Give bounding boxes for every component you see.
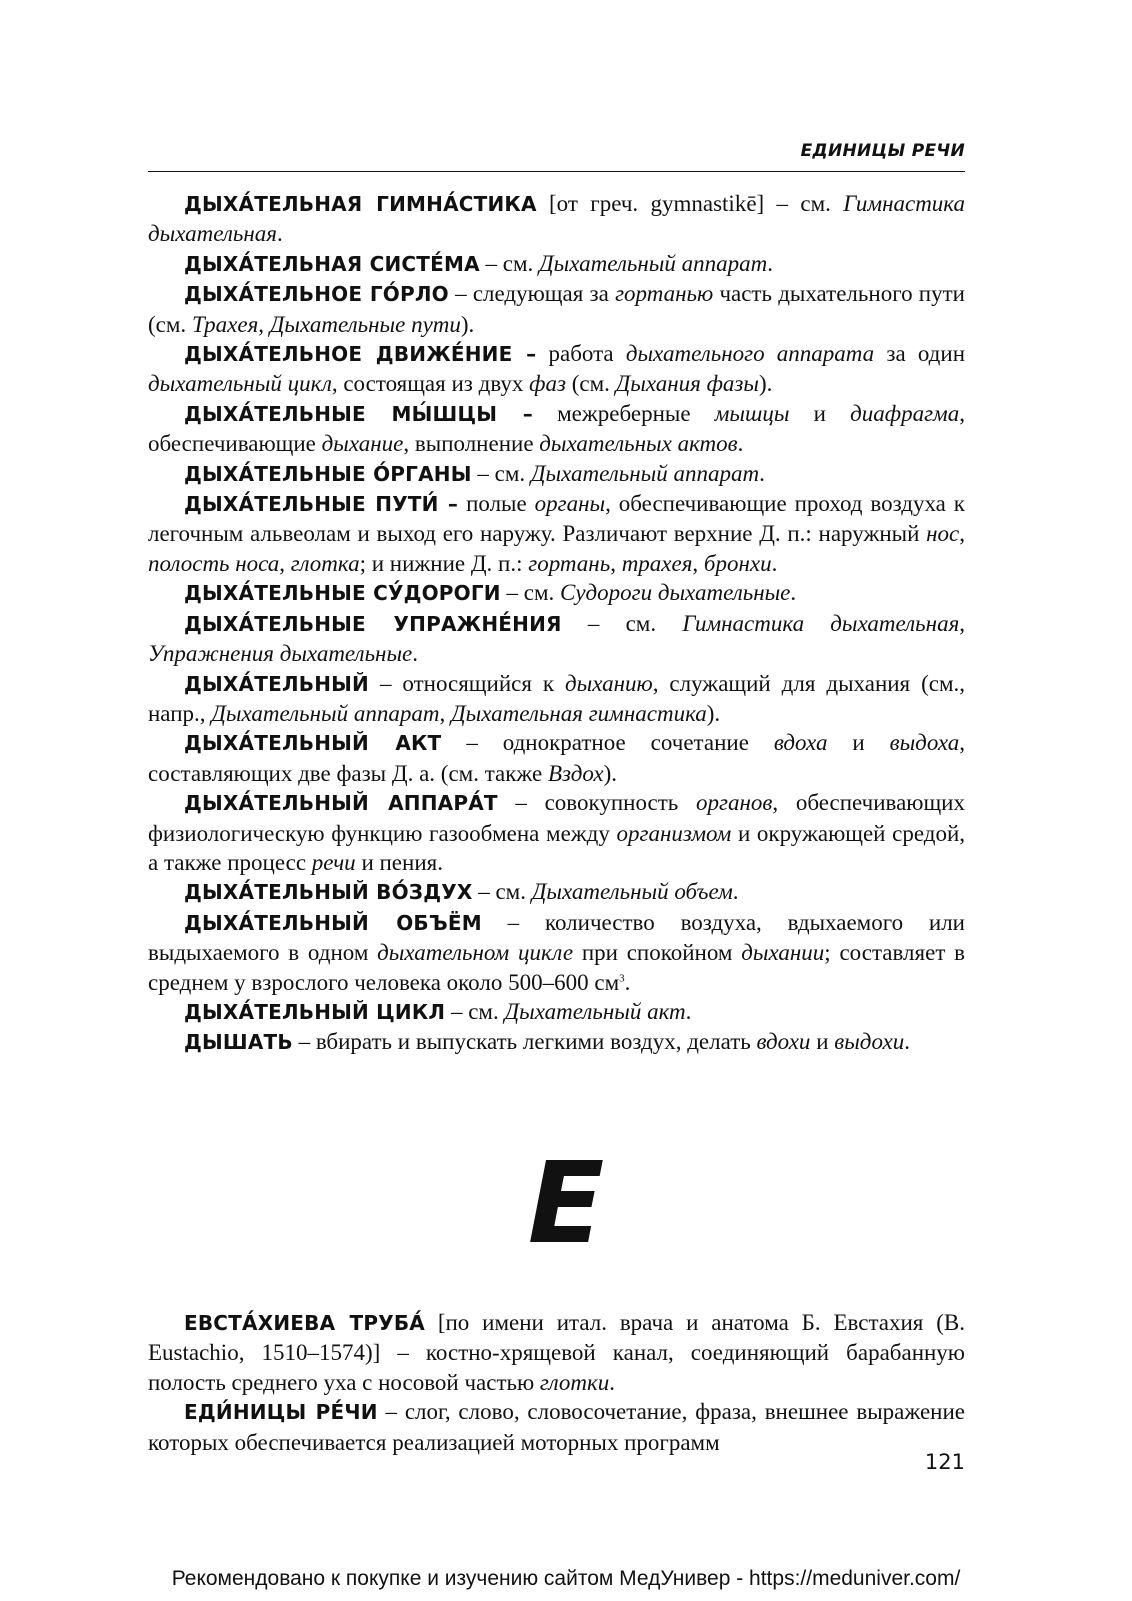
entry-crossref: дыханию (564, 670, 653, 696)
entry-crossref: гортань (528, 550, 611, 576)
running-head: ЕДИНИЦЫ РЕЧИ (800, 141, 965, 161)
entry-text: , состоящая из двух (331, 371, 530, 397)
superscript-unit: 3 (619, 971, 625, 984)
entry-text: , составляющих две фазы Д. а. (см. также (148, 730, 966, 786)
entry-text: . (771, 550, 778, 576)
entry-crossref: дыхательных актов (539, 431, 738, 457)
entry-headword: ДЫХА́ТЕЛЬНЫЙ ОБЪЁМ (184, 910, 482, 935)
entry-text: – см. (500, 580, 560, 606)
entry-text: . (732, 879, 739, 905)
entry-text: , (279, 550, 291, 576)
entry-text: . (624, 969, 631, 995)
entry-text: полые (458, 491, 535, 517)
entry-text: – вбирать и выпускать легкими воздух, делать (292, 1029, 757, 1055)
entry-headword: ДЫХА́ТЕЛЬНЫЕ СУ́ДОРОГИ (184, 581, 501, 606)
entry-text: и (827, 730, 890, 756)
entries-section-e (148, 1308, 965, 1457)
entry-crossref: гортанью (615, 281, 714, 307)
entry-headword: ДЫХА́ТЕЛЬНАЯ ГИМНА́СТИКА (184, 192, 537, 216)
entry-text: – относящийся к (369, 670, 565, 696)
entry-headword: ДЫХА́ТЕЛЬНЫЕ МЫ́ШЦЫ – (184, 401, 533, 426)
entry-text: ). (759, 371, 773, 397)
entry-crossref: Дыхательные пути (269, 311, 461, 337)
entry-text: работа (536, 341, 626, 367)
entry-text: ; и нижние Д. п.: (359, 550, 529, 576)
entry-headword: ДЫХА́ТЕЛЬНОЕ ДВИЖЕ́НИЕ – (184, 342, 537, 367)
entry-crossref: Дыхательный аппарат (539, 250, 768, 276)
entry-text: , обеспечивающие проход воздуха к легочным альвеолам и выход его наружу. Различают верхние Д. п.: наружный (148, 491, 965, 547)
entry-crossref: диафрагма (850, 400, 960, 426)
entry-crossref: дыхательном цикле (377, 940, 574, 966)
entry-crossref: полость носа (148, 550, 280, 576)
footer-note: Рекомендовано к покупке и изучению сайтом МедУнивер - https://meduniver.com/ (171, 1567, 961, 1590)
entry-crossref: Дыхания фазы (615, 371, 759, 397)
entry-text: ; составляет в среднем у взрослого человека около 500–600 см (148, 940, 966, 995)
entry-text: и пения. (355, 849, 443, 875)
entry-text: [по имени итал. врача и анатома Б. Евстахия (B. Eustachio, 1510–1574)] – костно-хрящевой канал, соединяющий барабанную полость среднего уха с носовой частью (148, 1310, 965, 1395)
entry-text: , (959, 521, 965, 547)
entry-text: . (904, 1029, 910, 1055)
dictionary-entry (148, 459, 965, 489)
entry-crossref: вдоха (773, 730, 828, 756)
entry-crossref: глотка (290, 550, 360, 576)
entry-crossref: органов (696, 790, 773, 816)
entry-crossref: вдохи (756, 1029, 811, 1055)
entry-text: межреберные (532, 400, 715, 426)
dictionary-entry (148, 1027, 965, 1057)
entry-headword: ДЫХА́ТЕЛЬНАЯ СИСТЕ́МА (184, 251, 480, 276)
entry-crossref: выдоха (889, 730, 960, 756)
entry-text: . (685, 998, 692, 1024)
entry-text: – см. (479, 250, 540, 276)
entry-crossref: Гимнастика дыхательная (148, 191, 965, 247)
dictionary-entry (148, 908, 965, 997)
entry-crossref: выдохи (834, 1029, 905, 1055)
entry-text: . (790, 580, 797, 606)
entry-crossref: Вздох (547, 760, 604, 786)
entry-text: и (789, 400, 851, 426)
entry-text: [от греч. gymnastikē] – см. (536, 191, 844, 216)
entry-crossref: мышцы (714, 400, 790, 426)
entry-crossref: Трахея (191, 311, 259, 337)
dictionary-entry (148, 997, 965, 1027)
entry-crossref: дыхательного аппарата (625, 341, 875, 367)
dictionary-entry (148, 669, 965, 729)
entry-text: – см. (472, 879, 532, 905)
entry-text: – однократное сочетание (441, 730, 774, 756)
dictionary-entry (148, 728, 965, 788)
page-number: 121 (924, 1450, 965, 1474)
entry-crossref: фаз (529, 371, 566, 397)
entry-text: , (692, 550, 704, 576)
entry-crossref: Упражнения дыхательные (148, 641, 413, 667)
dictionary-entry (148, 249, 965, 279)
entry-text: , обеспечивающие (148, 400, 965, 457)
entry-headword: ЕВСТА́ХИЕВА ТРУБА́ (184, 1311, 425, 1335)
entry-text: – слог, слово, словосочетание, фраза, внешнее выражение которых обеспечивается реализацией моторных программ (148, 1399, 965, 1455)
entry-headword: ДЫХА́ТЕЛЬНОЕ ГО́РЛО (184, 282, 449, 307)
entry-headword: ЕДИ́НИЦЫ РЕ́ЧИ (184, 1400, 378, 1425)
dictionary-entry (148, 788, 965, 877)
entry-text: ). (460, 311, 475, 337)
entry-text: , выполнение (403, 431, 540, 457)
entry-text: . (767, 250, 773, 276)
section-letter: Е (527, 1139, 605, 1269)
entry-text: . (737, 431, 744, 457)
entry-text: , (610, 550, 622, 576)
entry-text: ). (706, 700, 721, 726)
entry-crossref: Дыхательный аппарат (530, 460, 760, 486)
entry-headword: ДЫХА́ТЕЛЬНЫЙ ЦИКЛ (184, 999, 446, 1024)
entry-text: – см. (471, 460, 531, 486)
entry-headword: ДЫХА́ТЕЛЬНЫЕ ПУТИ́ – (184, 492, 459, 517)
entry-text: – следующая за (448, 281, 616, 307)
dictionary-entry (148, 609, 965, 669)
entry-text: , (439, 700, 451, 726)
entry-headword: ДЫШАТЬ (184, 1030, 293, 1055)
entry-headword: ДЫХА́ТЕЛЬНЫЕ УПРАЖНЕ́НИЯ (184, 611, 562, 636)
dictionary-entry (148, 1308, 965, 1397)
entry-text: при спокойном (573, 940, 742, 966)
entry-crossref: бронхи (703, 550, 772, 576)
entry-text: – количество воздуха, вдыхаемого или выдыхаемого в одном (148, 909, 965, 966)
entry-crossref: речи (311, 849, 356, 875)
entry-text: , обеспечивающих физиологическую функцию газообмена между (148, 790, 965, 846)
dictionary-entry (148, 489, 965, 578)
entry-text: – см. (445, 998, 505, 1024)
entry-text: – см. (561, 610, 683, 636)
entry-crossref: дыхании (741, 940, 825, 966)
header-rule (148, 171, 965, 172)
entry-crossref: Гимнастика дыхательная (682, 610, 960, 636)
entry-text: – совокупность (497, 790, 696, 816)
entry-text: часть дыхательного пути (см. (148, 281, 965, 337)
dictionary-entry (148, 339, 965, 399)
entry-text: , служащий для дыхания (см., напр., (148, 670, 965, 726)
entry-crossref: Судороги дыхательные (560, 580, 791, 606)
entry-text: . (609, 1369, 616, 1395)
entry-crossref: Дыхательный объем (531, 879, 733, 905)
entries-section-dy (148, 189, 965, 1058)
entry-text: ). (603, 760, 617, 786)
dictionary-entry (148, 399, 965, 459)
entry-crossref: органы (534, 491, 606, 517)
entry-text: и (810, 1029, 835, 1055)
entry-text: (см. (565, 371, 616, 397)
entry-crossref: организмом (616, 820, 732, 846)
entry-headword: ДЫХА́ТЕЛЬНЫЙ ВО́ЗДУХ (184, 880, 473, 905)
dictionary-entry (148, 279, 965, 339)
entry-crossref: глотки (539, 1369, 610, 1395)
entry-headword: ДЫХА́ТЕЛЬНЫЙ АППАРА́Т (184, 791, 498, 816)
entry-crossref: Дыхательная гимнастика (450, 700, 707, 726)
dictionary-entry (148, 189, 965, 249)
dictionary-entry (148, 1397, 965, 1457)
entry-crossref: дыхание (321, 431, 404, 457)
entry-text: . (412, 641, 419, 667)
entry-crossref: трахея (621, 550, 693, 576)
entry-crossref: нос (926, 521, 960, 547)
entry-text: , (258, 311, 270, 337)
entry-crossref: Дыхательный аппарат (211, 700, 440, 726)
entry-text: и окружающей средой, а также процесс (148, 820, 965, 875)
entry-text: . (759, 460, 765, 486)
entry-headword: ДЫХА́ТЕЛЬНЫЕ О́РГАНЫ (184, 461, 472, 486)
entry-text: за один (874, 341, 966, 367)
entry-headword: ДЫХА́ТЕЛЬНЫЙ (184, 671, 369, 696)
entry-text: . (276, 221, 283, 247)
dictionary-entry (148, 877, 965, 907)
entry-text: , (959, 610, 966, 636)
dictionary-entry (148, 578, 965, 608)
entry-crossref: дыхательный цикл (148, 371, 332, 397)
entry-crossref: Дыхательный акт (504, 998, 686, 1024)
entry-headword: ДЫХА́ТЕЛЬНЫЙ АКТ (184, 731, 442, 756)
